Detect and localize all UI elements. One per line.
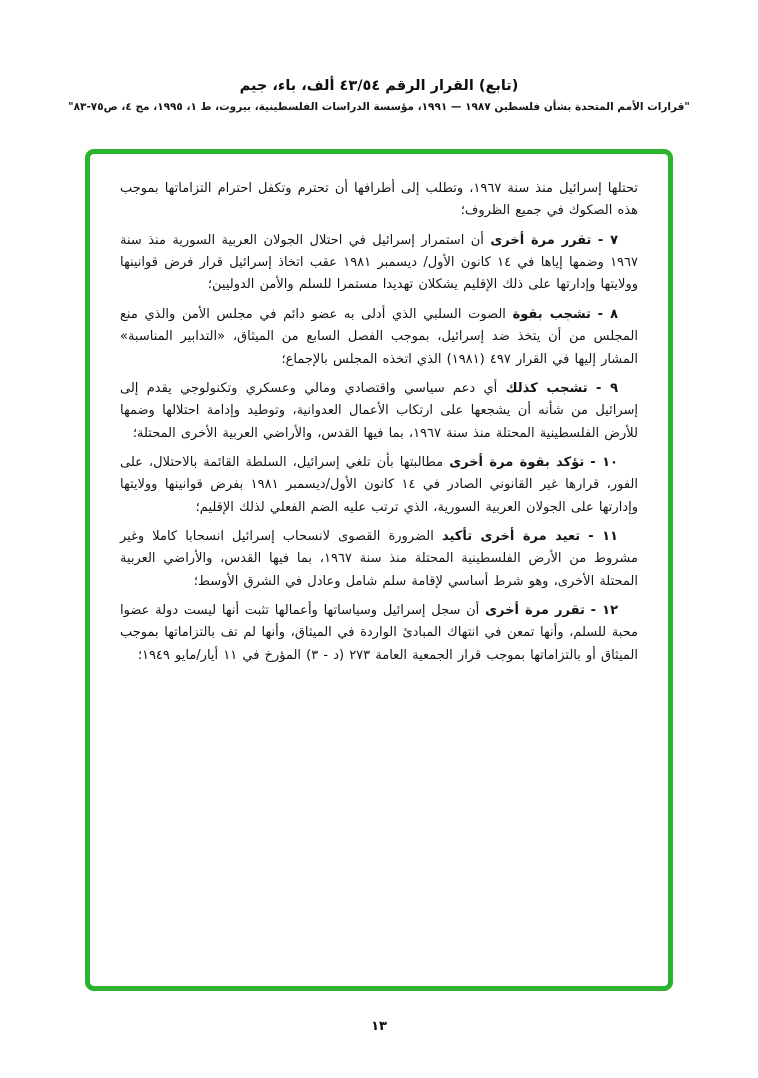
- paragraph-text: مطالبتها بأن تلغي إسرائيل، السلطة القائمة بالاحتلال، على الفور، قرارها غير القانوني الصادر في ١٤ كانون الأول/ديسمبر ١٩٨١ بفرض قوانينها وولايتها وإدارتها على الجولان العربية السورية، الذي ترتب عليه الضم الفعلي لذلك الإقليم؛: [120, 454, 638, 515]
- paragraph-lead: تشجب بقوة: [512, 306, 591, 322]
- paragraph-number: ١١ -: [588, 529, 618, 545]
- paragraph-lead: تقرر مرة أخرى: [485, 603, 585, 619]
- paragraph-text: الضرورة القصوى لانسحاب إسرائيل انسحابا كاملا وغير مشروط من الأرض الفلسطينية المحتلة منذ سنة ١٩٦٧، بما فيها القدس، والأراضي العربية المحتلة الأخرى، وهو شرط أساسي لإقامة سلم شامل وعادل في الشرق الأوسط؛: [120, 529, 638, 589]
- paragraph-7: [120, 230, 638, 297]
- resolution-title: (تابع) القرار الرقم ٤٣/٥٤ ألف، باء، جيم: [239, 78, 519, 94]
- paragraph-number: ١٠ -: [590, 454, 618, 470]
- source-citation: "قرارات الأمم المتحدة بشأن فلسطين ١٩٨٧ — ١٩٩١، مؤسسة الدراسات الفلسطينية، بيروت، ط ١، ١٩٩٥، مج ٤، ص٧٥-٨٣": [68, 101, 690, 113]
- document-header: [0, 78, 758, 113]
- paragraph-text: أي دعم سياسي واقتصادي ومالي وعسكري وتكنولوجي يقدم إلى إسرائيل من شأنه أن يشجعها على ارتكاب الأعمال العدوانية، وتوطيد وإدامة احتلالها وضمها للأرض الفلسطينية المحتلة منذ سنة ١٩٦٧، بما فيها القدس، والأراضي العربية الأخرى المحتلة؛: [120, 380, 638, 441]
- paragraph-text: تحتلها إسرائيل منذ سنة ١٩٦٧، وتطلب إلى أطرافها أن تحترم وتكفل احترام التزاماتها بموجب هذه الصكوك في جميع الظروف؛: [120, 181, 638, 219]
- paragraph-number: ٧ -: [597, 232, 619, 248]
- paragraph-text: الصوت السلبي الذي أدلى به عضو دائم في مجلس الأمن والذي منع المجلس من أن يتخذ ضد إسرائيل، بموجب الفصل السابع من الميثاق، «التدابير المناسبة» المشار إليها في القرار ٤٩٧ (١٩٨١) الذي اتخذه المجلس بالإجماع؛: [120, 306, 638, 367]
- paragraph-number: ٨ -: [597, 306, 618, 322]
- green-text-frame: [85, 149, 673, 991]
- paragraph-10: [120, 452, 638, 519]
- page-number: ١٣: [371, 1019, 387, 1034]
- paragraph-9: [120, 378, 638, 445]
- paragraph-lead: تؤكد بقوة مرة أخرى: [449, 454, 585, 470]
- paragraph-11: [120, 526, 638, 593]
- paragraph-continuation: [120, 178, 638, 223]
- paragraph-lead: تقرر مرة أخرى: [490, 232, 592, 248]
- paragraph-8: [120, 304, 638, 371]
- paragraph-text: أن سجل إسرائيل وسياساتها وأعمالها تثبت أنها ليست دولة عضوا محبة للسلم، وأنها تمعن في انتهاك المبادئ الواردة في الميثاق، وأنها لم تف بالتزاماتها بموجب الميثاق أو بالتزاماتها بموجب قرار الجمعية العامة ٢٧٣ (د - ٣) المؤرخ في ١١ أيار/مايو ١٩٤٩؛: [120, 603, 638, 663]
- paragraph-lead: تشجب كذلك: [505, 380, 588, 396]
- paragraph-12: [120, 600, 638, 667]
- paragraph-lead: تعيد مرة أخرى تأكيد: [441, 529, 581, 545]
- paragraph-number: ١٢ -: [590, 603, 619, 619]
- paragraph-number: ٩ -: [595, 380, 619, 396]
- paragraph-text: أن استمرار إسرائيل في احتلال الجولان العربية السورية منذ سنة ١٩٦٧ وضمها إياها في ١٤ كانون الأول/ ديسمبر ١٩٨١ عقب اتخاذ إسرائيل قرار فرض قوانينها وولايتها وإدارتها على ذلك الإقليم يشكلان تهديدا مستمرا للسلم والأمن الدوليين؛: [120, 232, 638, 293]
